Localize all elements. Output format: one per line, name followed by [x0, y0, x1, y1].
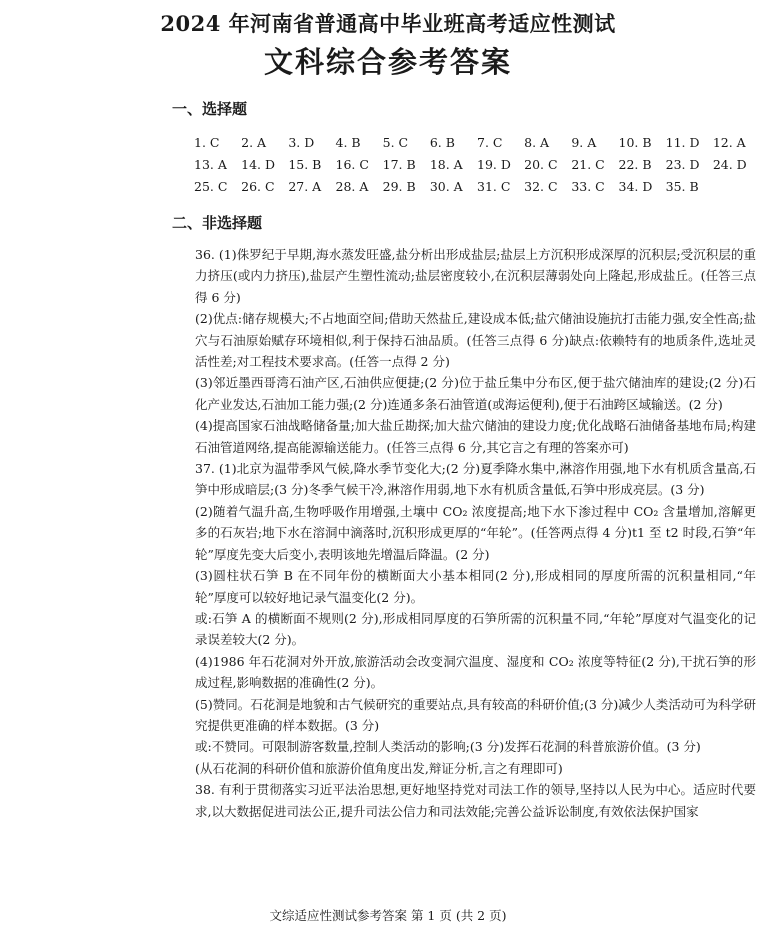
mc-answer-item: 1. C	[194, 135, 220, 150]
answer-paragraph: (3)邻近墨西哥湾石油产区,石油供应便捷;(2 分)位于盐丘集中分布区,便于盐穴储油库的建设;(2 分)石化产业发达,石油加工能力强;(2 分)连通多条石油管道(或海运便利),便于石油跨区域输送。(2 分)	[195, 375, 756, 412]
mc-answer-item: 27. A	[288, 179, 322, 194]
mc-answer-item: 22. B	[618, 157, 652, 172]
answer-paragraph: (5)赞同。石花洞是地貌和古气候研究的重要站点,具有较高的科研价值;(3 分)减少人类活动可为科学研究提供更准确的样本数据。(3 分)	[195, 696, 756, 733]
mc-answer-item: 7. C	[477, 135, 503, 150]
mc-answer-item: 28. A	[335, 179, 369, 194]
mc-answer-item: 24. D	[712, 157, 747, 172]
mc-answer-item: 31. C	[477, 179, 511, 194]
multiple-choice-answer-grid	[12, 132, 764, 198]
mc-answer-item: 20. C	[524, 157, 558, 172]
answer-paragraph: (2)优点:储存规模大;不占地面空间;借助天然盐丘,建设成本低;盐穴储油设施抗打击能力强,安全性高;盐穴与石油原始赋存环境相似,利于保持石油品质。(任答三点得 6 分)缺点:依赖特有的地质条件,选址灵活性差;对工程技术要求高。(任答一点得 2 分)	[195, 311, 756, 370]
exam-title: 2024 年河南省普通高中毕业班高考适应性测试	[160, 11, 616, 36]
mc-answer-item: 30. A	[429, 179, 463, 194]
mc-answer-item: 6. B	[429, 135, 455, 150]
answer-paragraph: 38. 有利于贯彻落实习近平法治思想,更好地坚持党对司法工作的领导,坚持以人民为中心。适应时代要求,以大数据促进司法公正,提升司法公信力和司法效能;完善公益诉讼制度,有效依法保护国家	[195, 782, 756, 819]
mc-answer-item: 9. A	[571, 135, 597, 150]
mc-answer-item: 14. D	[241, 157, 276, 172]
answer-paragraph: 37. (1)北京为温带季风气候,降水季节变化大;(2 分)夏季降水集中,淋溶作用强,地下水有机质含量高,石笋中形成暗层;(3 分)冬季气候干冷,淋溶作用弱,地下水有机质含量低,石笋中形成亮层。(3 分)	[195, 461, 756, 498]
mc-answer-item: 16. C	[335, 157, 369, 172]
section-heading-non-multiple-choice: 二、非选择题	[172, 214, 263, 232]
mc-answer-item: 10. B	[618, 135, 652, 150]
non-multiple-choice-answers	[12, 244, 764, 822]
answer-paragraph: 36. (1)侏罗纪于早期,海水蒸发旺盛,盐分析出形成盐层;盐层上方沉积形成深厚的沉积层;受沉积层的重力挤压(或内力挤压),盐层产生塑性流动;盐层密度较小,在沉积层薄弱处向上隆起,形成盐丘。(任答三点得 6 分)	[195, 247, 756, 305]
answer-paragraph: 或:石笋 A 的横断面不规则(2 分),形成相同厚度的石笋所需的沉积量不同,“年轮”厚度对气温变化的记录误差较大(2 分)。	[195, 610, 756, 648]
mc-answer-item: 35. B	[665, 179, 699, 194]
answer-paragraph: (从石花洞的科研价值和旅游价值角度出发,辩证分析,言之有理即可)	[195, 760, 563, 776]
mc-answer-item: 25. C	[194, 179, 228, 194]
mc-answer-item: 2. A	[241, 135, 267, 150]
mc-answer-item: 12. A	[712, 135, 746, 150]
mc-answer-item: 32. C	[524, 179, 558, 194]
mc-answer-item: 8. A	[524, 135, 550, 150]
mc-answer-item: 4. B	[335, 135, 361, 150]
answer-paragraph: (2)随着气温升高,生物呼吸作用增强,土壤中 CO₂ 浓度提高;地下水下渗过程中 CO₂ 含量增加,溶解更多的石灰岩;地下水在溶洞中滴落时,沉积形成更厚的“年轮”。(任答两点得 4 分)t1 至 t2 时段,石笋“年轮”厚度先变大后变小,表明该地先增温后降温。(2 分)	[195, 503, 756, 562]
answer-paragraph: (4)提高国家石油战略储备量;加大盐丘勘探;加大盐穴储油的建设力度;优化战略石油储备基地布局;构建石油管道网络,提高能源输送能力。(任答三点得 6 分,其它言之有理的答案亦可)	[195, 418, 756, 455]
mc-answer-item: 23. D	[665, 157, 700, 172]
mc-answer-item: 3. D	[288, 135, 315, 150]
mc-answer-item: 33. C	[571, 179, 605, 194]
page-footer: 文综适应性测试参考答案 第 1 页 (共 2 页)	[269, 908, 507, 923]
mc-answer-item: 11. D	[665, 135, 700, 150]
mc-answer-item: 17. B	[382, 157, 416, 172]
mc-answer-item: 26. C	[241, 179, 275, 194]
mc-answer-item: 21. C	[571, 157, 605, 172]
mc-answer-item: 29. B	[382, 179, 416, 194]
mc-answer-item: 15. B	[288, 157, 322, 172]
mc-answer-item: 18. A	[429, 157, 463, 172]
mc-answer-item: 13. A	[194, 157, 227, 172]
answer-paragraph: 或:不赞同。可限制游客数量,控制人类活动的影响;(3 分)发挥石花洞的科普旅游价值。(3 分)	[195, 739, 701, 755]
answer-paragraph: (3)圆柱状石笋 B 在不同年份的横断面大小基本相同(2 分),形成相同的厚度所需的沉积量相同,“年轮”厚度可以较好地记录气温变化(2 分)。	[195, 568, 756, 605]
document-title: 文科综合参考答案	[263, 45, 512, 79]
section-heading-multiple-choice: 一、选择题	[172, 100, 248, 118]
mc-answer-item: 5. C	[382, 135, 409, 150]
mc-answer-item: 34. D	[618, 179, 653, 194]
answer-paragraph: (4)1986 年石花洞对外开放,旅游活动会改变洞穴温度、湿度和 CO₂ 浓度等特征(2 分),干扰石笋的形成过程,影响数据的准确性(2 分)。	[195, 653, 756, 691]
mc-answer-item: 19. D	[477, 157, 511, 172]
